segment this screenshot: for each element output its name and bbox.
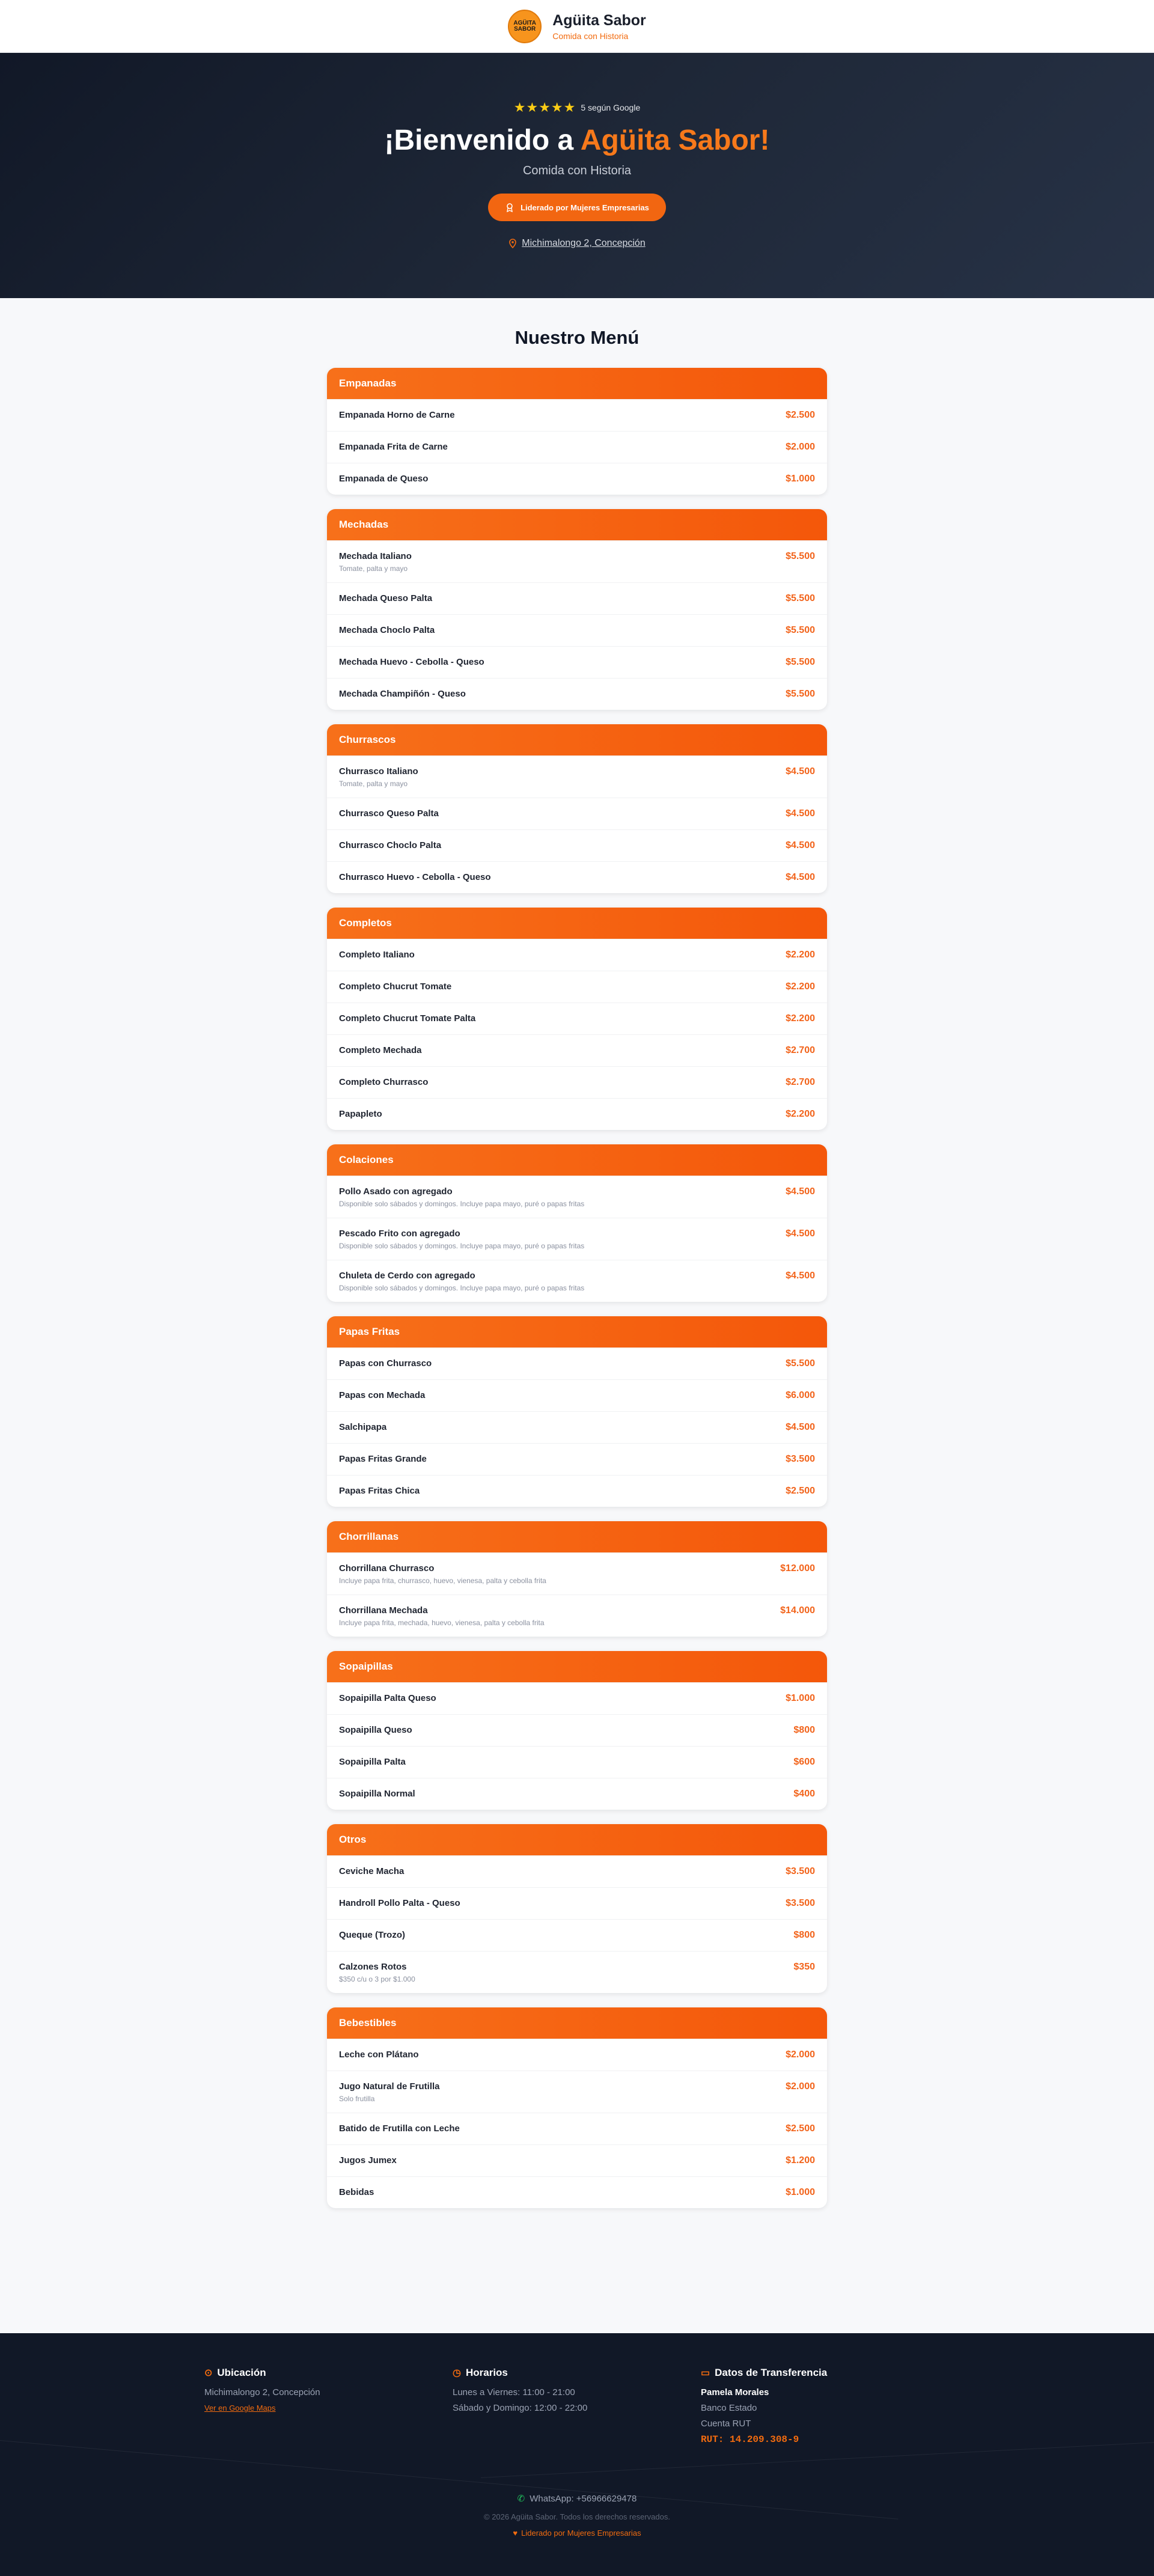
brand-name: Agüita Sabor (552, 11, 646, 29)
logo-text-top: AGÜITA (513, 19, 536, 26)
menu-item-info (339, 1866, 404, 1876)
menu-item-price: $1.000 (786, 474, 815, 484)
phone-icon: ✆ (517, 2494, 525, 2504)
menu-category-otros (327, 1824, 827, 1993)
menu-item-name: Sopaipilla Queso (339, 1725, 412, 1735)
award-icon (505, 203, 514, 212)
menu-item-price: $12.000 (780, 1563, 815, 1573)
transfer-rut: RUT: 14.209.308-9 (701, 2434, 799, 2445)
menu-item-price: $2.000 (786, 442, 815, 452)
menu-item-name: Queque (Trozo) (339, 1930, 405, 1940)
menu-item (327, 540, 827, 582)
menu-item-price: $5.500 (786, 551, 815, 561)
menu-item-name: Papapleto (339, 1109, 382, 1119)
transfer-bank: Banco Estado (701, 2403, 757, 2413)
menu-item-info (339, 1186, 584, 1208)
menu-item-price: $2.500 (786, 1486, 815, 1496)
menu-item-name: Empanada Horno de Carne (339, 410, 455, 420)
heart-icon: ♥ (513, 2529, 518, 2538)
menu-item-price: $2.200 (786, 981, 815, 992)
menu-item (327, 1098, 827, 1130)
menu-item-price: $2.700 (786, 1077, 815, 1087)
menu-item (327, 646, 827, 678)
menu-item-price: $3.500 (786, 1898, 815, 1908)
menu-item-price: $4.500 (786, 1271, 815, 1281)
menu-item (327, 1348, 827, 1379)
hours-heading: ◷ Horarios (453, 2367, 508, 2378)
menu-item-name: Sopaipilla Palta (339, 1757, 406, 1767)
category-header: Mechadas (327, 509, 827, 540)
credit-card-icon: ▭ (701, 2368, 710, 2378)
menu-item-price: $6.000 (786, 1390, 815, 1400)
brand-logo[interactable] (508, 10, 542, 43)
menu-item-name: Completo Churrasco (339, 1077, 429, 1087)
clock-icon: ◷ (453, 2368, 461, 2378)
menu-item-name: Ceviche Macha (339, 1866, 405, 1876)
whatsapp-link[interactable]: ✆ WhatsApp: +56966629478 (517, 2493, 637, 2504)
map-pin-icon: ⊙ (204, 2368, 213, 2378)
site-header (0, 0, 1154, 53)
menu-item (327, 971, 827, 1003)
menu-item (327, 463, 827, 495)
menu-item-description: Incluye papa frita, churrasco, huevo, vienesa, palta y cebolla frita (339, 1576, 546, 1585)
menu-item-price: $800 (793, 1725, 815, 1735)
brand-tagline: Comida con Historia (552, 31, 629, 41)
menu-item-price: $2.700 (786, 1045, 815, 1055)
menu-item-info (339, 474, 428, 484)
menu-item-info (339, 1962, 415, 1983)
menu-item-info (339, 442, 448, 452)
menu-item-info (339, 981, 451, 992)
menu-item (327, 1218, 827, 1260)
menu-title: Nuestro Menú (514, 327, 640, 348)
transfer-account: Cuenta RUT (701, 2419, 751, 2429)
menu-item-name: Papas Fritas Chica (339, 1486, 420, 1496)
menu-item-price: $2.000 (786, 2050, 815, 2060)
menu-item-name: Jugo Natural de Frutilla (339, 2081, 440, 2092)
menu-item-name: Chuleta de Cerdo con agregado (339, 1271, 475, 1281)
menu-item-price: $2.500 (786, 410, 815, 420)
menu-item-info (339, 689, 466, 699)
category-header: Otros (327, 1824, 827, 1855)
menu-item (327, 1475, 827, 1507)
menu-item (327, 1379, 827, 1411)
menu-category-chorrillanas (327, 1521, 827, 1637)
menu-item-name: Churrasco Choclo Palta (339, 840, 442, 850)
menu-item-price: $2.000 (786, 2081, 815, 2092)
menu-item-info (339, 808, 439, 819)
menu-item-info (339, 950, 415, 960)
menu-item-name: Churrasco Huevo - Cebolla - Queso (339, 872, 491, 882)
menu-item-name: Empanada de Queso (339, 474, 429, 484)
menu-item-info (339, 1045, 422, 1055)
menu-item-info (339, 872, 491, 882)
menu-item (327, 1034, 827, 1066)
menu-item-info (339, 2081, 440, 2103)
category-header: Churrascos (327, 724, 827, 755)
menu-item-info (339, 1358, 432, 1369)
menu-item-price: $350 (793, 1962, 815, 1972)
menu-item-info (339, 551, 412, 573)
menu-item-name: Pescado Frito con agregado (339, 1228, 460, 1239)
menu-item-description: Tomate, palta y mayo (339, 780, 408, 788)
menu-item-price: $5.500 (786, 689, 815, 699)
menu-item-name: Calzones Rotos (339, 1962, 407, 1972)
menu-category-mechadas (327, 509, 827, 710)
menu-item-name: Completo Mechada (339, 1045, 422, 1055)
menu-item (327, 614, 827, 646)
category-header: Chorrillanas (327, 1521, 827, 1552)
menu-item (327, 939, 827, 971)
menu-item-description: Disponible solo sábados y domingos. Incluye papa mayo, puré o papas fritas (339, 1284, 585, 1292)
google-rating (514, 100, 640, 115)
category-header: Colaciones (327, 1144, 827, 1176)
menu-item-info (339, 1725, 412, 1735)
menu-item-info (339, 657, 484, 667)
menu-item (327, 1411, 827, 1443)
address-link[interactable]: Michimalongo 2, Concepción (522, 238, 646, 248)
menu-item (327, 2071, 827, 2113)
transfer-heading: ▭ Datos de Transferencia (701, 2367, 828, 2378)
logo-text-bottom: SABOR (514, 25, 536, 32)
footer-hours (453, 2367, 701, 2445)
menu-item-name: Leche con Plátano (339, 2050, 419, 2060)
menu-item-price: $1.000 (786, 1693, 815, 1703)
menu-item-name: Sopaipilla Palta Queso (339, 1693, 436, 1703)
location-heading: ⊙ Ubicación (204, 2367, 266, 2378)
menu-item-price: $4.500 (786, 808, 815, 819)
footer-location (204, 2367, 453, 2445)
menu-item-info (339, 1422, 386, 1432)
menu-item-price: $400 (793, 1789, 815, 1799)
rating-text: 5 según Google (581, 103, 641, 112)
hero (0, 53, 1154, 298)
google-maps-link[interactable]: Ver en Google Maps (204, 2404, 276, 2413)
menu-item (327, 798, 827, 829)
menu-item (327, 1682, 827, 1714)
menu-item-price: $4.500 (786, 1422, 815, 1432)
menu-item-info (339, 840, 441, 850)
menu-category-bebestibles (327, 2007, 827, 2208)
menu-item-name: Churrasco Queso Palta (339, 808, 439, 819)
menu-categories (0, 368, 1154, 2208)
menu-item-info (339, 593, 432, 603)
menu-item-name: Salchipapa (339, 1422, 387, 1432)
hours-weekday: Lunes a Viernes: 11:00 - 21:00 (453, 2387, 575, 2397)
menu-item-price: $14.000 (780, 1605, 815, 1616)
menu-category-empanadas (327, 368, 827, 495)
menu-item-price: $2.200 (786, 1109, 815, 1119)
menu-item-info (339, 2155, 397, 2165)
menu-item (327, 1443, 827, 1475)
menu-item-name: Papas con Mechada (339, 1390, 426, 1400)
menu-item-price: $600 (793, 1757, 815, 1767)
menu-item-price: $2.200 (786, 1013, 815, 1024)
menu-item-price: $5.500 (786, 657, 815, 667)
menu-item-description: Disponible solo sábados y domingos. Incluye papa mayo, puré o papas fritas (339, 1242, 585, 1250)
menu-item (327, 1919, 827, 1951)
footer-address: Michimalongo 2, Concepción (204, 2387, 320, 2397)
menu-item-info (339, 1390, 425, 1400)
menu-item (327, 1552, 827, 1595)
menu-item-info (339, 1605, 545, 1627)
menu-item (327, 399, 827, 431)
menu-category-sopaipillas (327, 1651, 827, 1810)
menu-item (327, 755, 827, 798)
star-icons: ★★★★★ (513, 100, 576, 115)
menu-category-completos (327, 908, 827, 1130)
hero-title: ¡Bienvenido a Agüita Sabor! (384, 124, 770, 156)
menu-item-description: Solo frutilla (339, 2095, 375, 2103)
category-header: Completos (327, 908, 827, 939)
menu-item-name: Bebidas (339, 2187, 374, 2197)
transfer-name: Pamela Morales (701, 2387, 769, 2397)
menu-item-info (339, 1454, 427, 1464)
menu-item-info (339, 2050, 419, 2060)
menu-item-info (339, 2123, 460, 2134)
menu-item (327, 1887, 827, 1919)
menu-item-price: $4.500 (786, 840, 815, 850)
menu-item-price: $3.500 (786, 1454, 815, 1464)
menu-item-price: $4.500 (786, 766, 815, 777)
category-header: Papas Fritas (327, 1316, 827, 1348)
brand-block (552, 12, 646, 41)
menu-item-info (339, 1930, 405, 1940)
menu-category-churrascos (327, 724, 827, 893)
map-pin-icon (508, 239, 517, 248)
copyright: © 2026 Agüita Sabor. Todos los derechos reservados. (484, 2512, 670, 2521)
menu-item-price: $5.500 (786, 625, 815, 635)
category-header: Bebestibles (327, 2007, 827, 2039)
menu-item (327, 1714, 827, 1746)
menu-item-name: Mechada Italiano (339, 551, 412, 561)
menu-item-info (339, 410, 455, 420)
category-header: Sopaipillas (327, 1651, 827, 1682)
menu-item-info (339, 1789, 415, 1799)
menu-item-name: Handroll Pollo Palta - Queso (339, 1898, 460, 1908)
menu-item-price: $5.500 (786, 593, 815, 603)
menu-item (327, 829, 827, 861)
menu-item (327, 2039, 827, 2071)
menu-item-info (339, 1693, 436, 1703)
menu-item-name: Pollo Asado con agregado (339, 1186, 453, 1197)
menu-item-description: Tomate, palta y mayo (339, 564, 408, 573)
menu-item-name: Mechada Huevo - Cebolla - Queso (339, 657, 484, 667)
menu-item-description: Disponible solo sábados y domingos. Incluye papa mayo, puré o papas fritas (339, 1200, 585, 1208)
menu-item-price: $5.500 (786, 1358, 815, 1369)
footer-columns (204, 2333, 950, 2445)
menu-item (327, 1176, 827, 1218)
menu-item (327, 1778, 827, 1810)
hero-subtitle: Comida con Historia (522, 164, 632, 177)
women-led-badge (488, 194, 666, 221)
menu-item-price: $2.500 (786, 2123, 815, 2134)
menu-item-name: Batido de Frutilla con Leche (339, 2123, 460, 2134)
menu-item-info (339, 1271, 584, 1292)
menu-item-price: $1.000 (786, 2187, 815, 2197)
menu-item (327, 582, 827, 614)
menu-item-price: $4.500 (786, 872, 815, 882)
menu-item-info (339, 1228, 584, 1250)
footer-women-led: ♥ Liderado por Mujeres Empresarias (513, 2529, 641, 2538)
menu-item (327, 2176, 827, 2208)
menu-item-name: Empanada Frita de Carne (339, 442, 448, 452)
menu-item-description: Incluye papa frita, mechada, huevo, vienesa, palta y cebolla frita (339, 1619, 545, 1627)
menu-item-price: $3.500 (786, 1866, 815, 1876)
menu-item-price: $4.500 (786, 1186, 815, 1197)
menu-item (327, 1855, 827, 1887)
menu-item-price: $4.500 (786, 1228, 815, 1239)
menu-item-info (339, 1109, 382, 1119)
menu-item (327, 1260, 827, 1302)
menu-item (327, 2113, 827, 2144)
menu-item-name: Chorrillana Mechada (339, 1605, 428, 1616)
menu-category-colaciones (327, 1144, 827, 1302)
menu-item (327, 1746, 827, 1778)
menu-item-price: $1.200 (786, 2155, 815, 2165)
menu-item-price: $800 (793, 1930, 815, 1940)
menu-item-info (339, 1013, 475, 1024)
menu-item-info (339, 766, 418, 788)
menu-item-info (339, 625, 435, 635)
menu-item (327, 678, 827, 710)
menu-item-info (339, 1563, 546, 1585)
menu-section (0, 298, 1154, 2208)
footer-transfer (701, 2367, 949, 2445)
menu-item-info (339, 1486, 420, 1496)
footer-bottom (0, 2493, 1154, 2538)
menu-item-info (339, 1077, 428, 1087)
menu-item (327, 861, 827, 893)
menu-item-name: Jugos Jumex (339, 2155, 397, 2165)
menu-item (327, 1595, 827, 1637)
badge-label: Liderado por Mujeres Empresarias (521, 203, 649, 212)
menu-item (327, 2144, 827, 2176)
menu-item-name: Chorrillana Churrasco (339, 1563, 435, 1573)
menu-item-info (339, 1898, 460, 1908)
menu-item-name: Papas con Churrasco (339, 1358, 432, 1369)
menu-item-name: Papas Fritas Grande (339, 1454, 427, 1464)
menu-item-name: Mechada Champiñón - Queso (339, 689, 466, 699)
menu-item-info (339, 1757, 406, 1767)
menu-item (327, 1003, 827, 1034)
menu-item-name: Mechada Choclo Palta (339, 625, 435, 635)
menu-item (327, 1066, 827, 1098)
category-header: Empanadas (327, 368, 827, 399)
menu-item-info (339, 2187, 374, 2197)
menu-item-name: Completo Chucrut Tomate Palta (339, 1013, 476, 1024)
menu-item-name: Completo Italiano (339, 950, 415, 960)
menu-item-name: Churrasco Italiano (339, 766, 418, 777)
menu-item (327, 1951, 827, 1993)
menu-item-name: Sopaipilla Normal (339, 1789, 415, 1799)
hero-address (508, 238, 645, 249)
menu-item (327, 431, 827, 463)
site-footer (0, 2333, 1154, 2576)
menu-item-price: $2.200 (786, 950, 815, 960)
menu-item-name: Completo Chucrut Tomate (339, 981, 452, 992)
menu-item-name: Mechada Queso Palta (339, 593, 433, 603)
menu-item-description: $350 c/u o 3 por $1.000 (339, 1975, 415, 1983)
menu-category-papas-fritas (327, 1316, 827, 1507)
hours-weekend: Sábado y Domingo: 12:00 - 22:00 (453, 2403, 588, 2413)
